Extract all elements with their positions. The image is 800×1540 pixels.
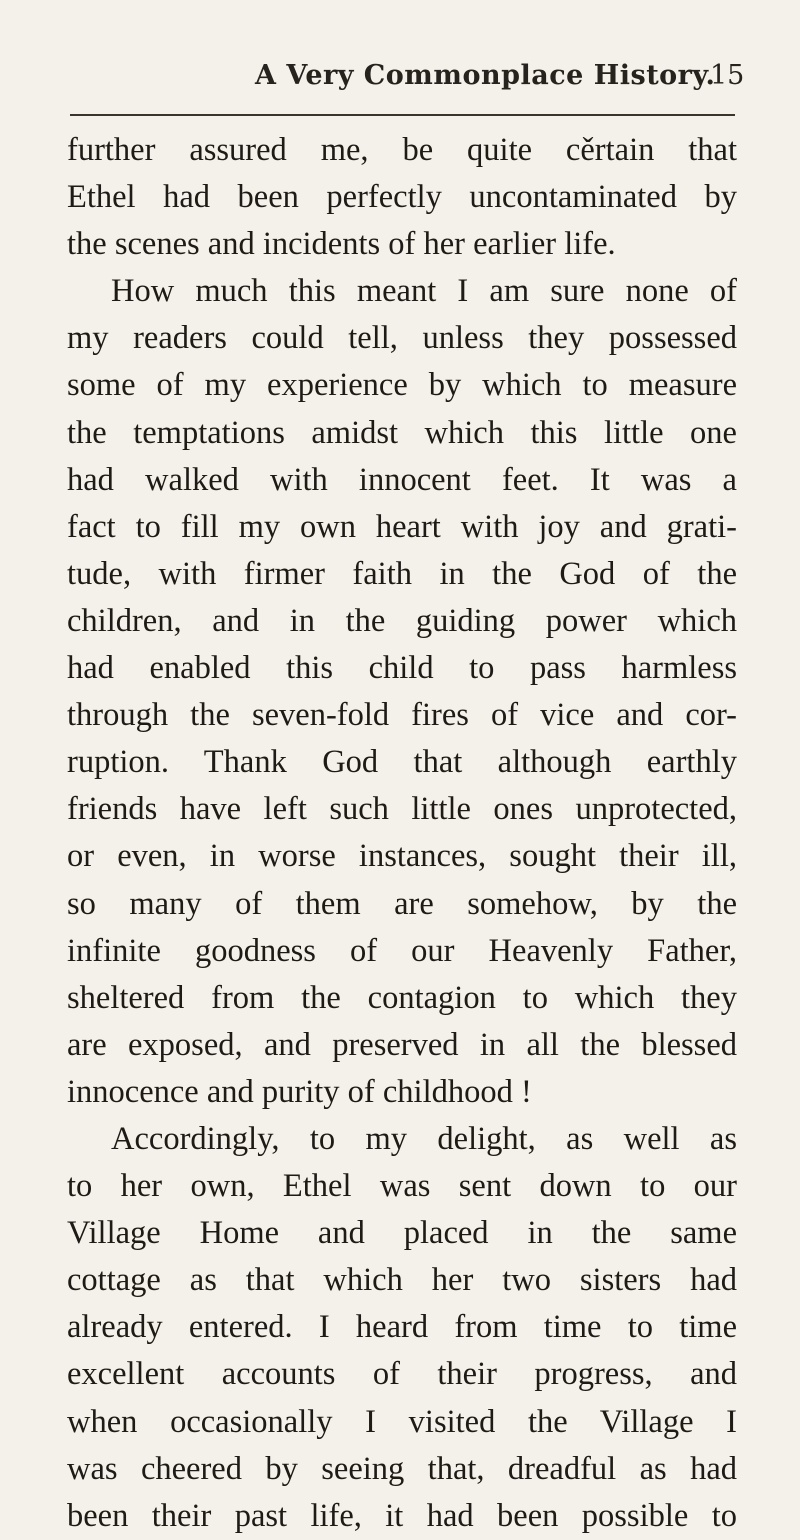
text-line: had enabled this child to pass harmless bbox=[67, 650, 737, 687]
text-line: or even, in worse instances, sought their ill, bbox=[67, 838, 737, 875]
text-line: Village Home and placed in the same bbox=[67, 1215, 737, 1252]
text-line: when occasionally I visited the Village I bbox=[67, 1403, 737, 1440]
text-line: cottage as that which her two sisters had bbox=[67, 1262, 737, 1299]
text-line: are exposed, and preserved in all the blessed bbox=[67, 1026, 737, 1063]
text-line: had walked with innocent feet. It was a bbox=[67, 461, 737, 498]
text-line: tude, with firmer faith in the God of the bbox=[67, 555, 737, 592]
text-line: been their past life, it had been possible to bbox=[67, 1497, 737, 1534]
text-line: ruption. Thank God that although earthly bbox=[67, 744, 737, 781]
header-rule bbox=[70, 114, 735, 116]
text-line: so many of them are somehow, by the bbox=[67, 885, 737, 922]
body-text bbox=[67, 127, 737, 1540]
text-line: innocence and purity of childhood ! bbox=[67, 1073, 532, 1110]
page-number: 15 bbox=[710, 60, 745, 91]
text-line: some of my experience by which to measure bbox=[67, 367, 737, 404]
text-line: friends have left such little ones unprotected, bbox=[67, 791, 737, 828]
text-line: fact to fill my own heart with joy and grati- bbox=[67, 508, 737, 545]
running-title: A Very Commonplace History. bbox=[255, 60, 716, 91]
text-line: to her own, Ethel was sent down to our bbox=[67, 1168, 737, 1205]
text-line: How much this meant I am sure none of bbox=[111, 273, 737, 310]
text-line: excellent accounts of their progress, and bbox=[67, 1356, 737, 1393]
text-line: through the seven-fold fires of vice and cor- bbox=[67, 697, 737, 734]
text-line: Ethel had been perfectly uncontaminated by bbox=[67, 179, 737, 216]
text-line: the scenes and incidents of her earlier life. bbox=[67, 226, 616, 263]
text-line: further assured me, be quite cěrtain that bbox=[67, 132, 737, 168]
text-line: sheltered from the contagion to which they bbox=[67, 979, 737, 1016]
text-line: was cheered by seeing that, dreadful as had bbox=[67, 1450, 737, 1487]
text-line: Accordingly, to my delight, as well as bbox=[111, 1120, 737, 1157]
text-line: infinite goodness of our Heavenly Father, bbox=[67, 932, 737, 969]
text-line: children, and in the guiding power which bbox=[67, 602, 737, 639]
text-line: already entered. I heard from time to time bbox=[67, 1309, 737, 1346]
text-line: the temptations amidst which this little one bbox=[67, 414, 737, 451]
text-line: my readers could tell, unless they possessed bbox=[67, 320, 737, 357]
